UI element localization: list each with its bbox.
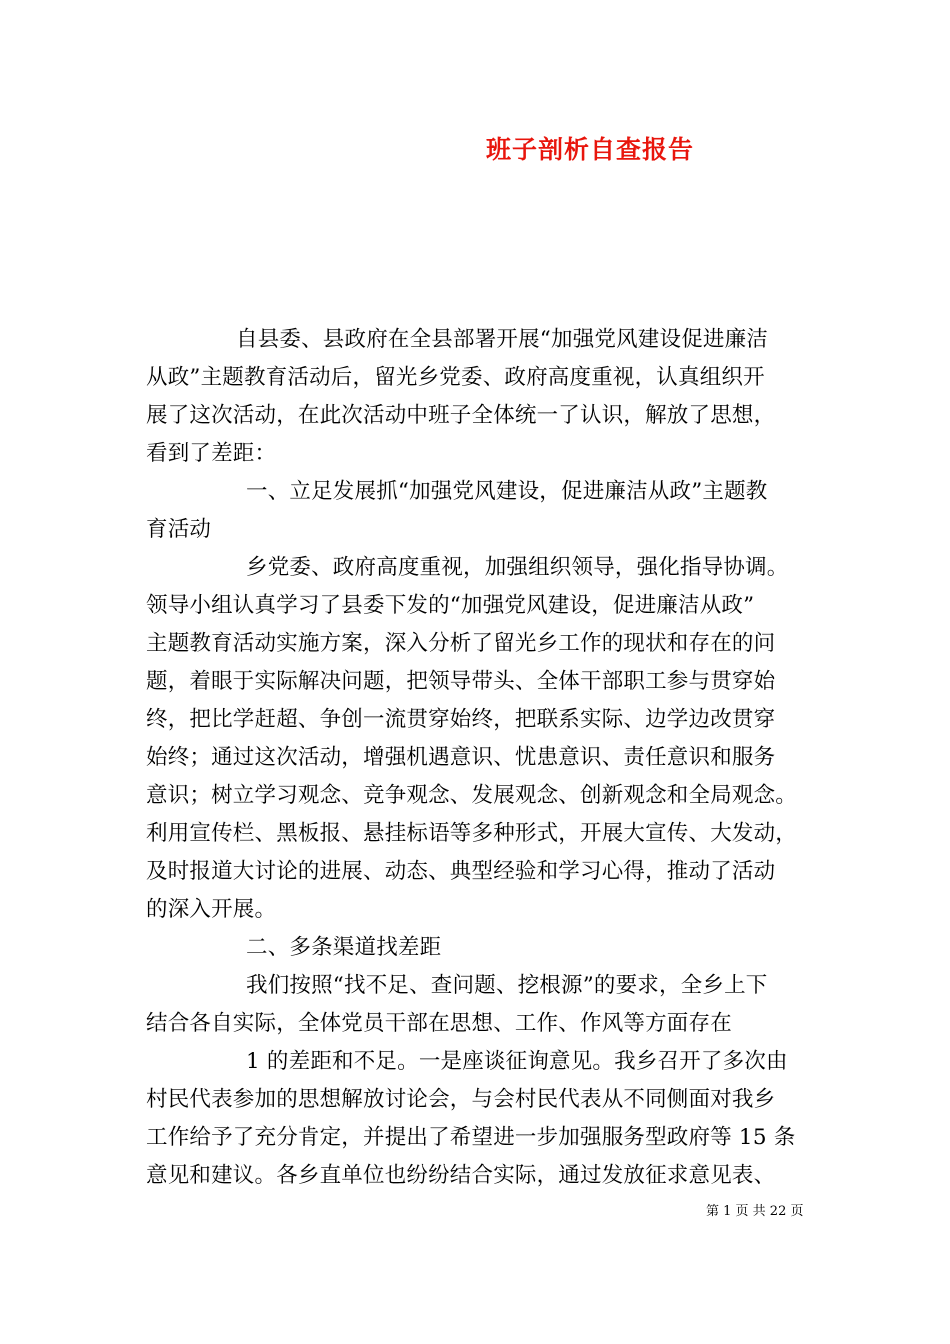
body-line: 1 的差距和不足。一是座谈征询意见。我乡召开了多次由 (246, 1049, 788, 1074)
body-line: 始终；通过这次活动，增强机遇意识、忧患意识、责任意识和服务 (146, 745, 776, 770)
section-heading: 二、多条渠道找差距 (246, 935, 442, 960)
body-line: 自县委、县政府在全县部署开展“加强党风建设促进廉洁 (236, 327, 768, 352)
section-heading: 育活动 (146, 517, 212, 542)
body-line: 村民代表参加的思想解放讨论会，与会村民代表从不同侧面对我乡 (146, 1087, 776, 1112)
body-line: 意见和建议。各乡直单位也纷纷结合实际，通过发放征求意见表、 (146, 1163, 776, 1188)
body-line: 工作给予了充分肯定，并提出了希望进一步加强服务型政府等 15 条 (146, 1125, 796, 1150)
body-line: 乡党委、政府高度重视，加强组织领导，强化指导协调。 (246, 555, 789, 580)
section-heading: 一、立足发展抓“加强党风建设，促进廉洁从政”主题教 (246, 479, 768, 504)
document-title: 班子剖析自查报告 (485, 135, 694, 164)
body-line: 利用宣传栏、黑板报、悬挂标语等多种形式，开展大宣传、大发动， (146, 821, 798, 846)
body-line: 题，着眼于实际解决问题，把领导带头、全体干部职工参与贯穿始 (146, 669, 776, 694)
body-line: 主题教育活动实施方案，深入分析了留光乡工作的现状和存在的问 (146, 631, 776, 656)
body-line: 意识；树立学习观念、竞争观念、发展观念、创新观念和全局观念。 (146, 783, 798, 808)
body-line: 终，把比学赶超、争创一流贯穿始终，把联系实际、边学边改贯穿 (146, 707, 776, 732)
body-line: 结合各自实际，全体党员干部在思想、工作、作风等方面存在 (146, 1011, 732, 1036)
body-line: 我们按照“找不足、查问题、挖根源”的要求，全乡上下 (246, 973, 768, 998)
page-number-footer: 第 1 页 共 22 页 (706, 1204, 804, 1219)
body-line: 从政”主题教育活动后，留光乡党委、政府高度重视，认真组织开 (146, 365, 765, 390)
body-line: 的深入开展。 (146, 897, 277, 922)
body-line: 看到了差距： (146, 441, 277, 466)
body-line: 及时报道大讨论的进展、动态、典型经验和学习心得，推动了活动 (146, 859, 776, 884)
body-line: 领导小组认真学习了县委下发的“加强党风建设，促进廉洁从政” (146, 593, 755, 618)
body-line: 展了这次活动，在此次活动中班子全体统一了认识，解放了思想， (146, 403, 776, 428)
